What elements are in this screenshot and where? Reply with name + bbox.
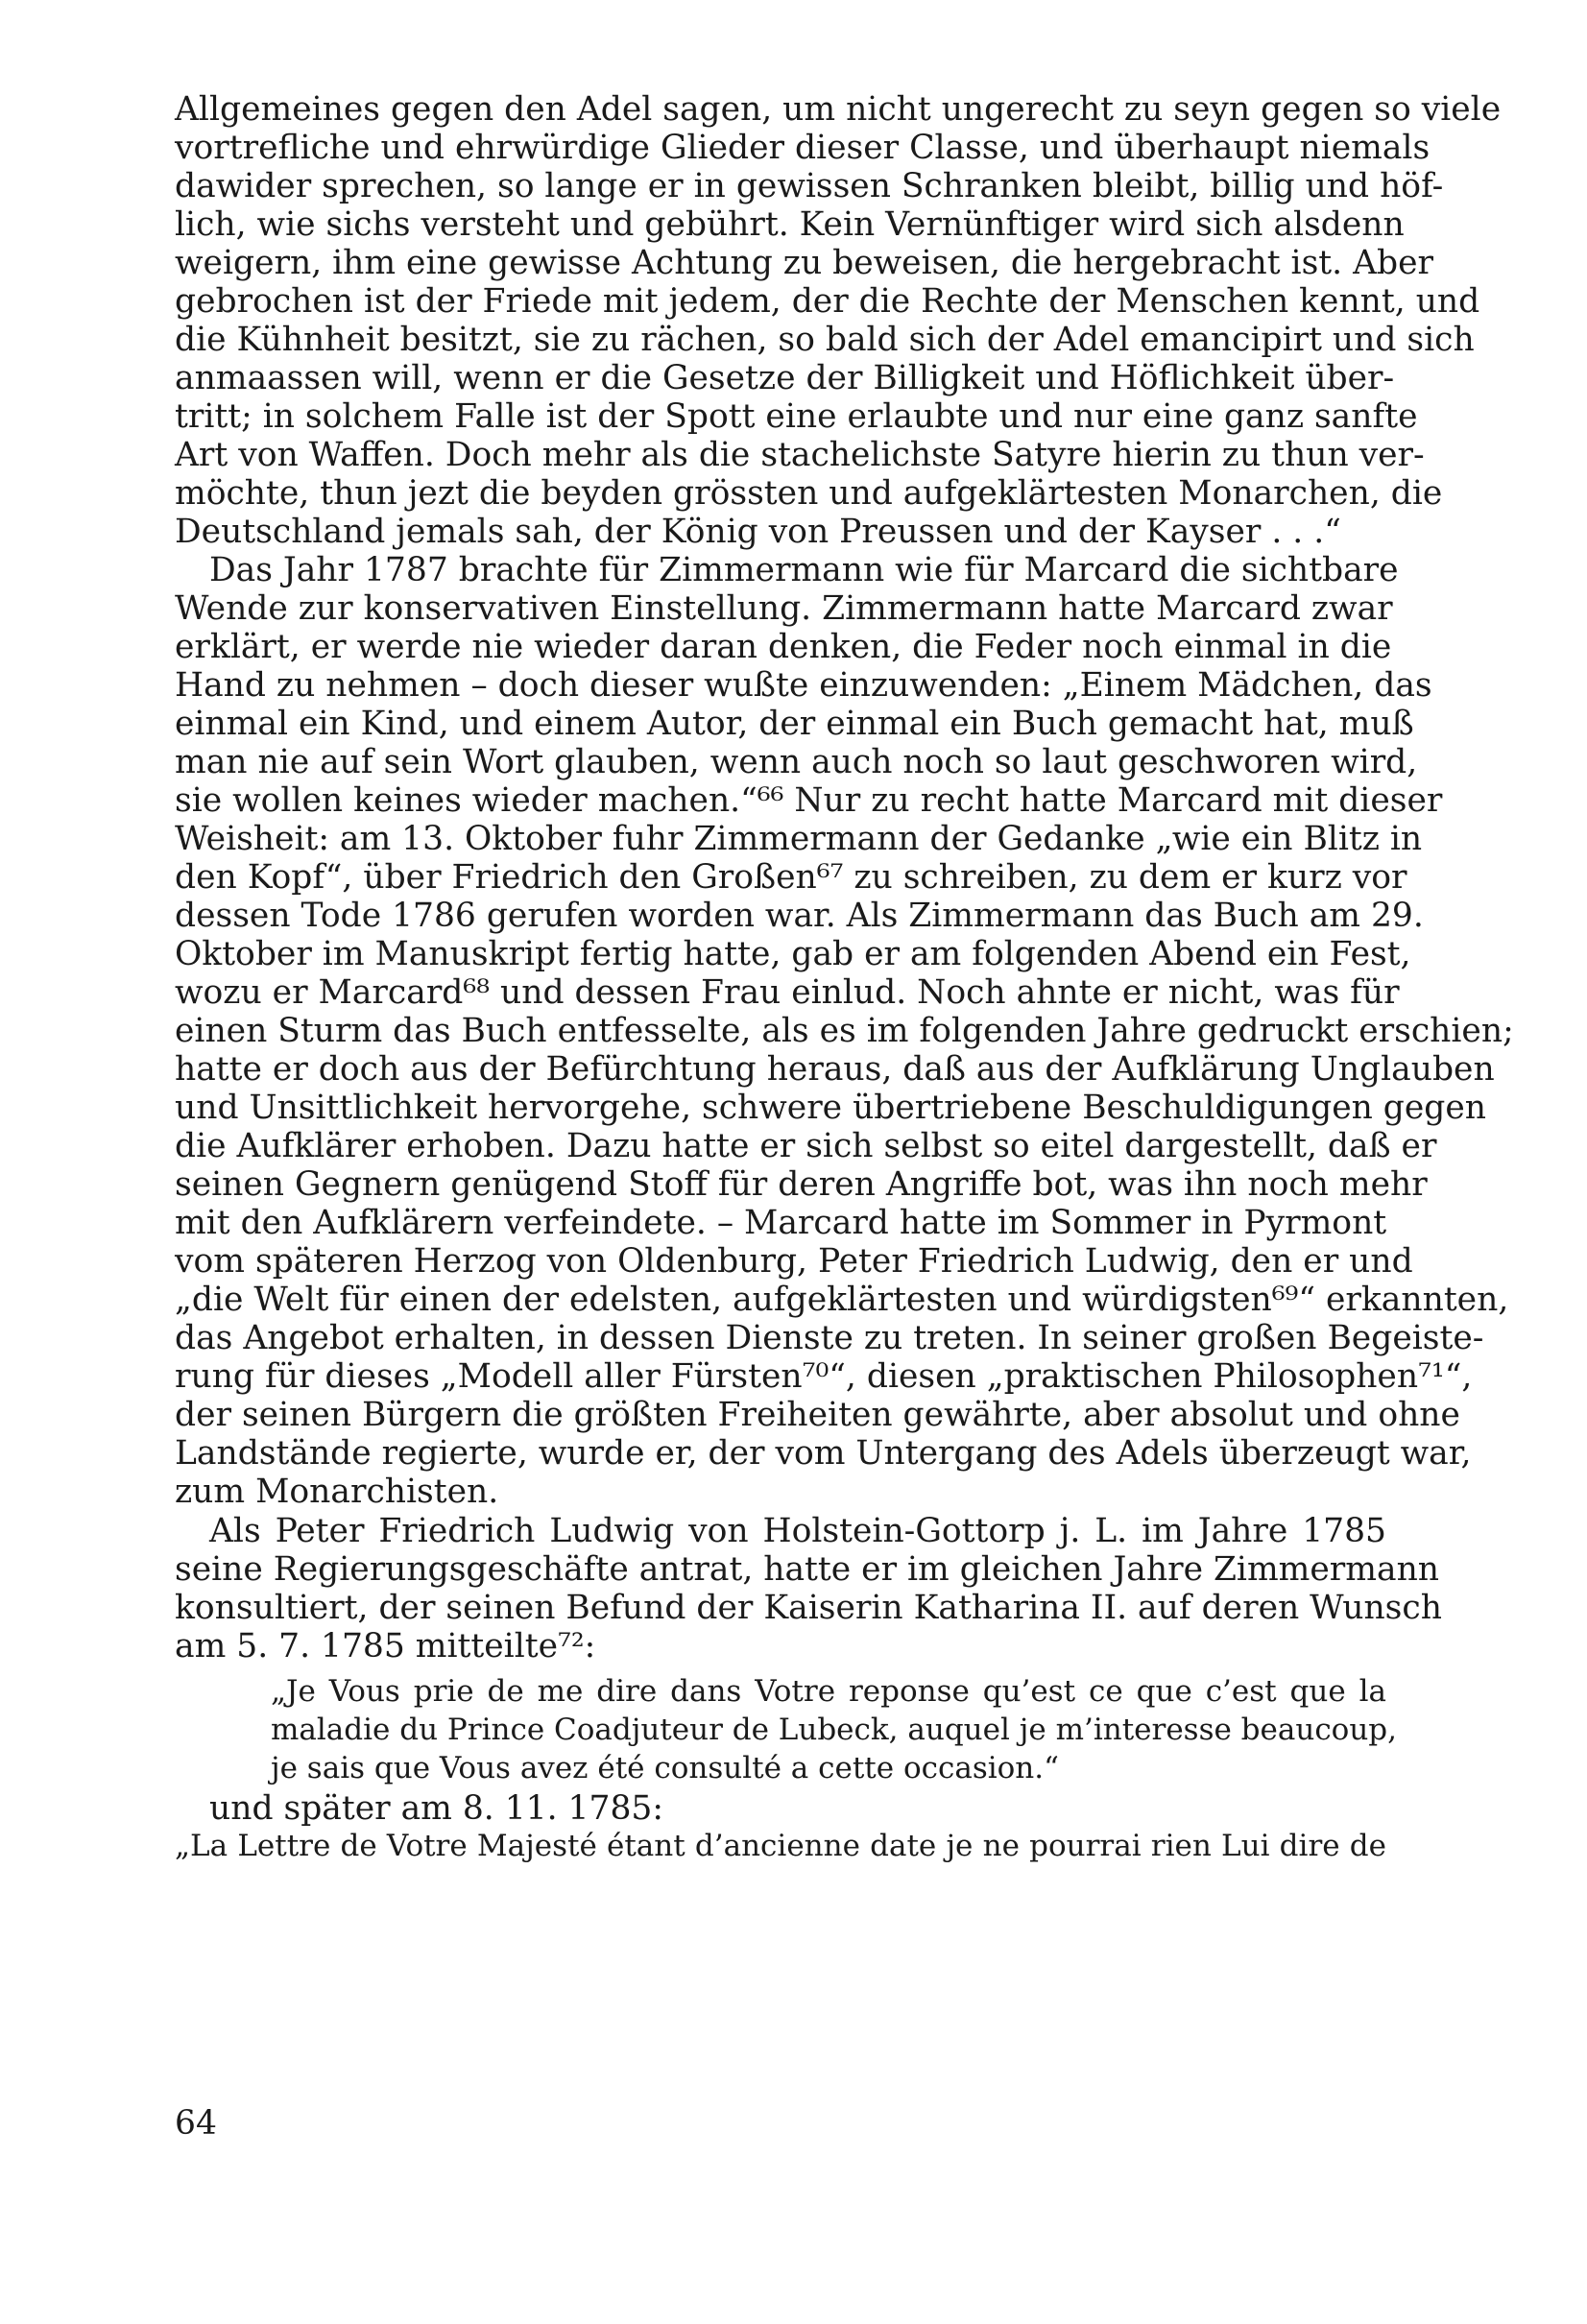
page-number: 64: [175, 2104, 217, 2143]
text-line: seine Regierungsgeschäfte antrat, hatte er im gleichen Jahre Zimmermann: [175, 1550, 1440, 1589]
text-line: und Unsittlichkeit hervorgehe, schwere übertriebene Beschuldigungen gegen: [175, 1089, 1487, 1127]
text-line: dessen Tode 1786 gerufen worden war. Als Zimmermann das Buch am 29.: [175, 897, 1424, 935]
text-line: möchte, thun jezt die beyden grössten und aufgeklärtesten Monarchen, die: [175, 474, 1443, 513]
text-line: Art von Waffen. Doch mehr als die stachelichste Satyre hierin zu thun ver-: [175, 436, 1425, 474]
text-line: und später am 8. 11. 1785:: [209, 1789, 663, 1828]
text-line: die Kühnheit besitzt, sie zu rächen, so bald sich der Adel emancipirt und sich: [175, 321, 1475, 359]
quote-line: „Je Vous prie de me dire dans Votre reponse qu’est ce que c’est que la: [271, 1674, 1386, 1709]
text-line: vom späteren Herzog von Oldenburg, Peter Friedrich Ludwig, den er und: [175, 1242, 1413, 1281]
text-line: Weisheit: am 13. Oktober fuhr Zimmermann der Gedanke „wie ein Blitz in: [175, 820, 1423, 858]
text-line: zum Monarchisten.: [175, 1473, 499, 1511]
quote-line: je sais que Vous avez été consulté a cette occasion.“: [271, 1751, 1059, 1785]
text-line: „die Welt für einen der edelsten, aufgeklärtesten und würdigsten⁶⁹“ erkannten,: [175, 1281, 1509, 1319]
text-line: rung für dieses „Modell aller Fürsten⁷⁰“, diesen „praktischen Philosophen⁷¹“,: [175, 1357, 1473, 1396]
text-line: erklärt, er werde nie wieder daran denken, die Feder noch einmal in die: [175, 628, 1392, 666]
text-line: das Angebot erhalten, in dessen Dienste zu treten. In seiner großen Begeiste-: [175, 1319, 1484, 1357]
text-line: vortrefliche und ehrwürdige Glieder dieser Classe, und überhaupt niemals: [175, 129, 1431, 167]
text-line: wozu er Marcard⁶⁸ und dessen Frau einlud. Noch ahnte er nicht, was für: [175, 973, 1400, 1012]
text-line: hatte er doch aus der Befürchtung heraus, daß aus der Aufklärung Unglauben: [175, 1050, 1495, 1089]
text-line: sie wollen keines wieder machen.“⁶⁶ Nur zu recht hatte Marcard mit dieser: [175, 781, 1443, 820]
text-line: Deutschland jemals sah, der König von Preussen und der Kayser . . .“: [175, 513, 1341, 551]
text-line: Hand zu nehmen – doch dieser wußte einzuwenden: „Einem Mädchen, das: [175, 666, 1432, 705]
text-line: Allgemeines gegen den Adel sagen, um nicht ungerecht zu seyn gegen so viele: [175, 90, 1502, 129]
text-line: man nie auf sein Wort glauben, wenn auch noch so laut geschworen wird,: [175, 743, 1418, 781]
text-line: dawider sprechen, so lange er in gewissen Schranken bleibt, billig und höf-: [175, 167, 1444, 205]
text-line: Landstände regierte, wurde er, der vom Untergang des Adels überzeugt war,: [175, 1434, 1472, 1473]
text-line: gebrochen ist der Friede mit jedem, der die Rechte der Menschen kennt, und: [175, 282, 1480, 321]
text-line: tritt; in solchem Falle ist der Spott eine erlaubte und nur eine ganz sanfte: [175, 397, 1418, 436]
text-line: Oktober im Manuskript fertig hatte, gab er am folgenden Abend ein Fest,: [175, 935, 1411, 973]
text-line: am 5. 7. 1785 mitteilte⁷²:: [175, 1627, 596, 1665]
text-line: anmaassen will, wenn er die Gesetze der Billigkeit und Höflichkeit über-: [175, 359, 1395, 397]
text-line: Wende zur konservativen Einstellung. Zimmermann hatte Marcard zwar: [175, 589, 1393, 628]
text-line: einen Sturm das Buch entfesselte, als es im folgenden Jahre gedruckt erschien;: [175, 1012, 1514, 1050]
text-line: Das Jahr 1787 brachte für Zimmermann wie für Marcard die sichtbare: [209, 551, 1399, 589]
text-line: Als Peter Friedrich Ludwig von Holstein-Gottorp j. L. im Jahre 1785: [209, 1512, 1386, 1550]
text-line: seinen Gegnern genügend Stoff für deren Angriffe bot, was ihn noch mehr: [175, 1165, 1428, 1204]
quote-line: maladie du Prince Coadjuteur de Lubeck, auquel je m’interesse beaucoup,: [271, 1713, 1398, 1747]
text-line: lich, wie sichs versteht und gebührt. Kein Vernünftiger wird sich alsdenn: [175, 205, 1405, 244]
text-line: den Kopf“, über Friedrich den Großen⁶⁷ zu schreiben, zu dem er kurz vor: [175, 858, 1407, 897]
text-line: mit den Aufklärern verfeindete. – Marcard hatte im Sommer in Pyrmont: [175, 1204, 1387, 1242]
text-line: der seinen Bürgern die größten Freiheiten gewährte, aber absolut und ohne: [175, 1396, 1460, 1434]
text-line: einmal ein Kind, und einem Autor, der einmal ein Buch gemacht hat, muß: [175, 705, 1414, 743]
text-line: die Aufklärer erhoben. Dazu hatte er sich selbst so eitel dargestellt, daß er: [175, 1127, 1437, 1165]
quote-line: „La Lettre de Votre Majesté étant d’ancienne date je ne pourrai rien Lui dire de: [175, 1829, 1386, 1863]
text-line: konsultiert, der seinen Befund der Kaiserin Katharina II. auf deren Wunsch: [175, 1589, 1442, 1627]
text-line: weigern, ihm eine gewisse Achtung zu beweisen, die hergebracht ist. Aber: [175, 244, 1433, 282]
